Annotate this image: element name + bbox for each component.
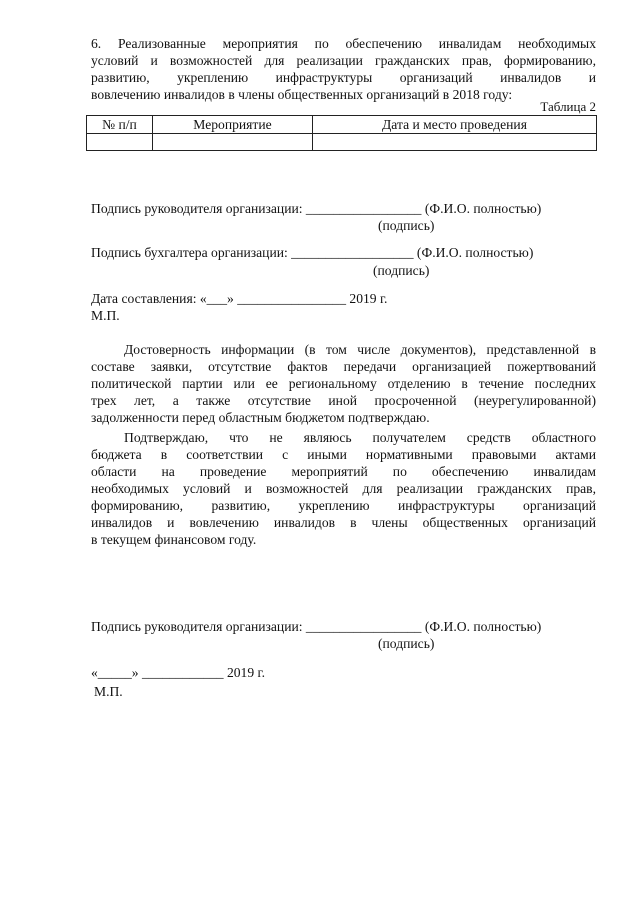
table-header-number: № п/п	[87, 116, 153, 134]
reliability-paragraph	[91, 341, 596, 426]
reliability-line: политической партии или ее региональному отделению в течение последних	[91, 376, 596, 391]
section6-paragraph	[91, 35, 596, 103]
table-header-row	[87, 116, 597, 134]
head-signature-line: Подпись руководителя организации: _________________ (Ф.И.О. полностью)	[91, 201, 542, 216]
confirmation-line: бюджета в соответствии с иными нормативными правовыми актами	[91, 447, 596, 462]
events-table	[86, 115, 597, 151]
compilation-date-line: Дата составления: «___» ________________ 2019 г.	[91, 291, 388, 306]
table-header-event: Мероприятие	[153, 116, 313, 134]
table-cell	[313, 134, 597, 151]
stamp-place-label: М.П.	[91, 308, 120, 323]
section6-line: вовлечению инвалидов в члены общественных организаций в 2018 году:	[91, 87, 513, 102]
accountant-signature-caption: (подпись)	[373, 263, 430, 278]
final-stamp-place-label: М.П.	[94, 684, 123, 699]
reliability-line: задолженности перед областным бюджетом подтверждаю.	[91, 410, 430, 425]
final-date-line: «_____» ____________ 2019 г.	[91, 665, 265, 680]
confirmation-paragraph	[91, 429, 596, 548]
table-row	[87, 134, 597, 151]
section6-line: условий и возможностей для реализации гражданских прав, формированию,	[91, 53, 596, 68]
reliability-line: Достоверность информации (в том числе документов), представленной в	[124, 342, 596, 357]
head-signature-line-2: Подпись руководителя организации: _________________ (Ф.И.О. полностью)	[91, 619, 542, 634]
reliability-line: трех лет, а также отсутствие иной просроченной (неурегулированной)	[91, 393, 596, 408]
head-signature-caption-2: (подпись)	[378, 636, 435, 651]
section6-line: развитию, укреплению инфраструктуры организаций инвалидов и	[91, 70, 596, 85]
reliability-line: составе заявки, отсутствие фактов передачи организацией пожертвований	[91, 359, 596, 374]
confirmation-line: в текущем финансовом году.	[91, 532, 257, 547]
confirmation-line: инвалидов и вовлечению инвалидов в члены общественных организаций	[91, 515, 596, 530]
confirmation-line: необходимых условий и возможностей для реализации гражданских прав,	[91, 481, 596, 496]
table-cell	[153, 134, 313, 151]
confirmation-line: области на проведение мероприятий по обеспечению инвалидам	[91, 464, 596, 479]
confirmation-line: Подтверждаю, что не являюсь получателем средств областного	[124, 430, 596, 445]
confirmation-line: формированию, развитию, укреплению инфраструктуры организаций	[91, 498, 596, 513]
accountant-signature-line: Подпись бухгалтера организации: __________________ (Ф.И.О. полностью)	[91, 245, 534, 260]
table-cell	[87, 134, 153, 151]
table-header-date-place: Дата и место проведения	[313, 116, 597, 134]
table-caption: Таблица 2	[540, 99, 596, 114]
head-signature-caption: (подпись)	[378, 218, 435, 233]
section6-line: 6. Реализованные мероприятия по обеспечению инвалидам необходимых	[91, 36, 596, 51]
